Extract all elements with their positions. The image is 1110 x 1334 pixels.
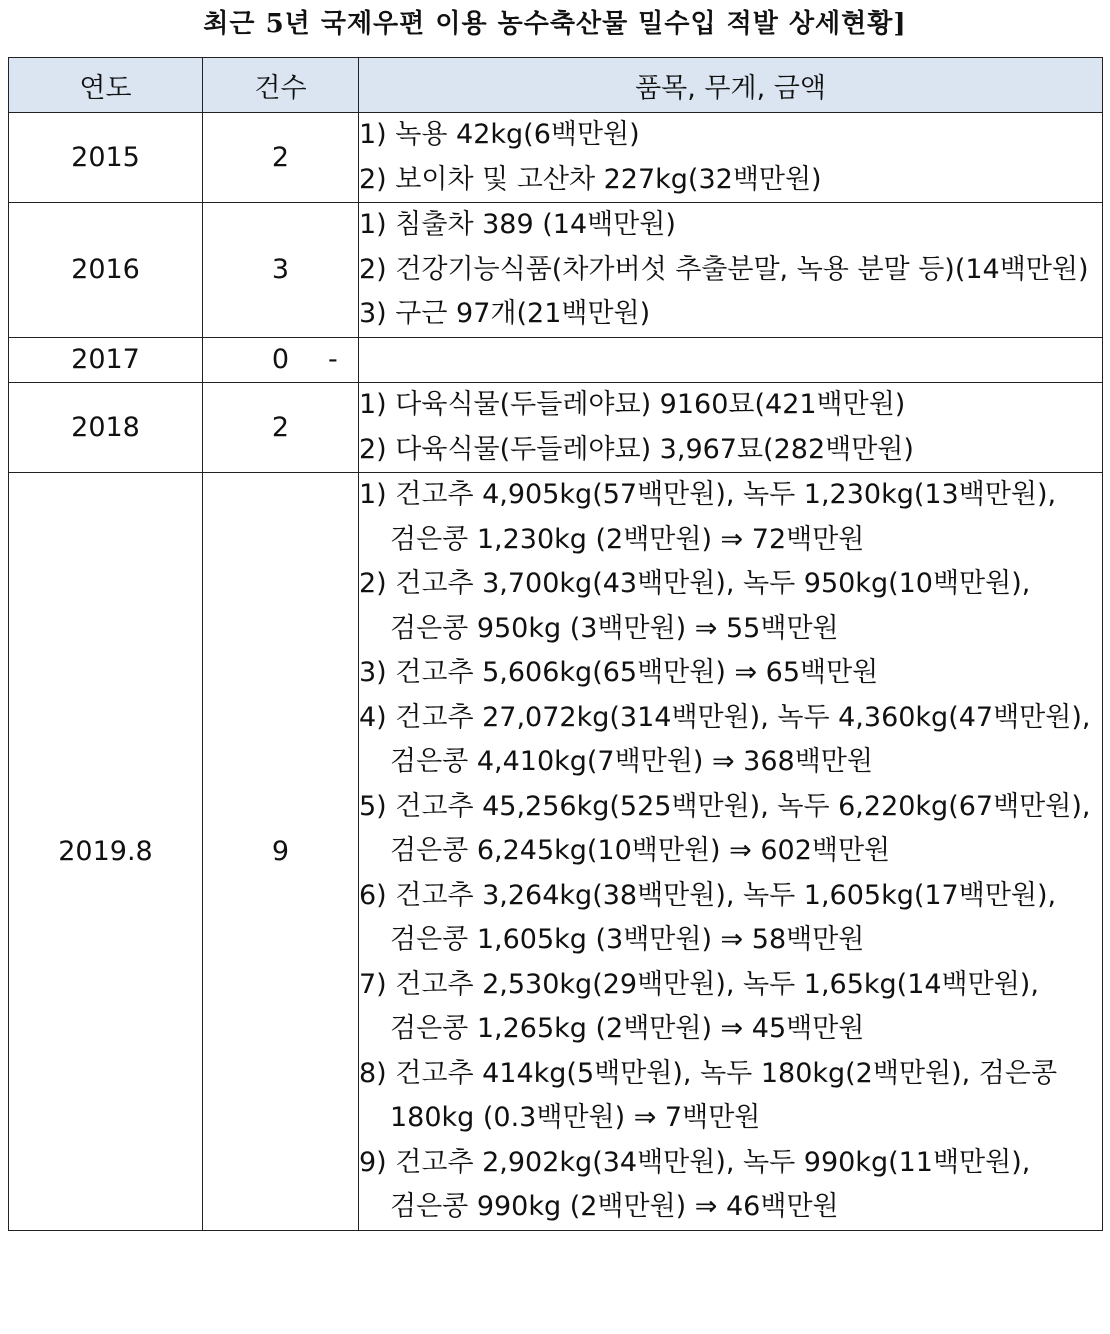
detail-cell: [328, 337, 1103, 383]
detail-cell: [359, 383, 1103, 473]
count-cell: 3: [203, 203, 359, 338]
year-cell: 2015: [9, 113, 203, 203]
table-row: [9, 473, 1103, 1231]
count-cell: 9: [203, 473, 359, 1231]
header-count: 건수: [203, 58, 359, 113]
table-row: [9, 203, 1103, 338]
detail-item: 3) 건고추 5,606kg(65백만원) ⇒ 65백만원: [359, 657, 879, 688]
header-year: 연도: [9, 58, 203, 113]
year-cell: 2016: [9, 203, 203, 338]
seizure-table: [8, 57, 1103, 1231]
table-row: [9, 383, 1103, 473]
detail-item: -: [328, 343, 338, 375]
detail-item: 8) 건고추 414kg(5백만원), 녹두 180kg(2백만원), 검은콩 180kg (0.3백만원) ⇒ 7백만원: [359, 1057, 1058, 1133]
detail-item: 9) 건고추 2,902kg(34백만원), 녹두 990kg(11백만원), 검은콩 990kg (2백만원) ⇒ 46백만원: [359, 1146, 1031, 1222]
header-row: [9, 58, 1103, 113]
detail-item: 3) 구근 97개(21백만원): [359, 298, 651, 329]
detail-item: 2) 보이차 및 고산차 227kg(32백만원): [359, 163, 822, 195]
count-cell: 2: [203, 383, 359, 473]
year-cell: 2018: [9, 383, 203, 473]
detail-item: 1) 다육식물(두들레야묘) 9160묘(421백만원): [359, 389, 906, 420]
document-title: 최근 5년 국제우편 이용 농수축산물 밀수입 적발 상세현황]: [203, 9, 907, 39]
year-cell: 2019.8: [9, 473, 203, 1231]
detail-item: 7) 건고추 2,530kg(29백만원), 녹두 1,65kg(14백만원), 검은콩 1,265kg (2백만원) ⇒ 45백만원: [359, 968, 1039, 1044]
detail-cell: [359, 473, 1103, 1231]
count-cell: 0: [203, 337, 359, 383]
detail-item: 1) 침출차 389 (14백만원): [359, 209, 676, 240]
header-details: 품목, 무게, 금액: [359, 58, 1103, 113]
detail-item: 5) 건고추 45,256kg(525백만원), 녹두 6,220kg(67백만원), 검은콩 6,245kg(10백만원) ⇒ 602백만원: [359, 790, 1091, 866]
detail-item: 6) 건고추 3,264kg(38백만원), 녹두 1,605kg(17백만원), 검은콩 1,605kg (3백만원) ⇒ 58백만원: [359, 879, 1057, 955]
detail-item: 2) 다육식물(두들레야묘) 3,967묘(282백만원): [359, 433, 914, 465]
detail-cell: [359, 203, 1103, 338]
detail-item: 2) 건고추 3,700kg(43백만원), 녹두 950kg(10백만원), 검은콩 950kg (3백만원) ⇒ 55백만원: [359, 568, 1031, 644]
table-row: [9, 337, 1103, 383]
detail-item: 4) 건고추 27,072kg(314백만원), 녹두 4,360kg(47백만원), 검은콩 4,410kg(7백만원) ⇒ 368백만원: [359, 701, 1091, 777]
detail-item: 1) 녹용 42kg(6백만원): [359, 119, 640, 150]
year-cell: 2017: [9, 337, 203, 383]
count-cell: 2: [203, 113, 359, 203]
detail-item: 2) 건강기능식품(차가버섯 추출분말, 녹용 분말 등)(14백만원): [359, 253, 1089, 285]
detail-item: 1) 건고추 4,905kg(57백만원), 녹두 1,230kg(13백만원), 검은콩 1,230kg (2백만원) ⇒ 72백만원: [359, 479, 1057, 555]
table-row: [9, 113, 1103, 203]
detail-cell: [359, 113, 1103, 203]
